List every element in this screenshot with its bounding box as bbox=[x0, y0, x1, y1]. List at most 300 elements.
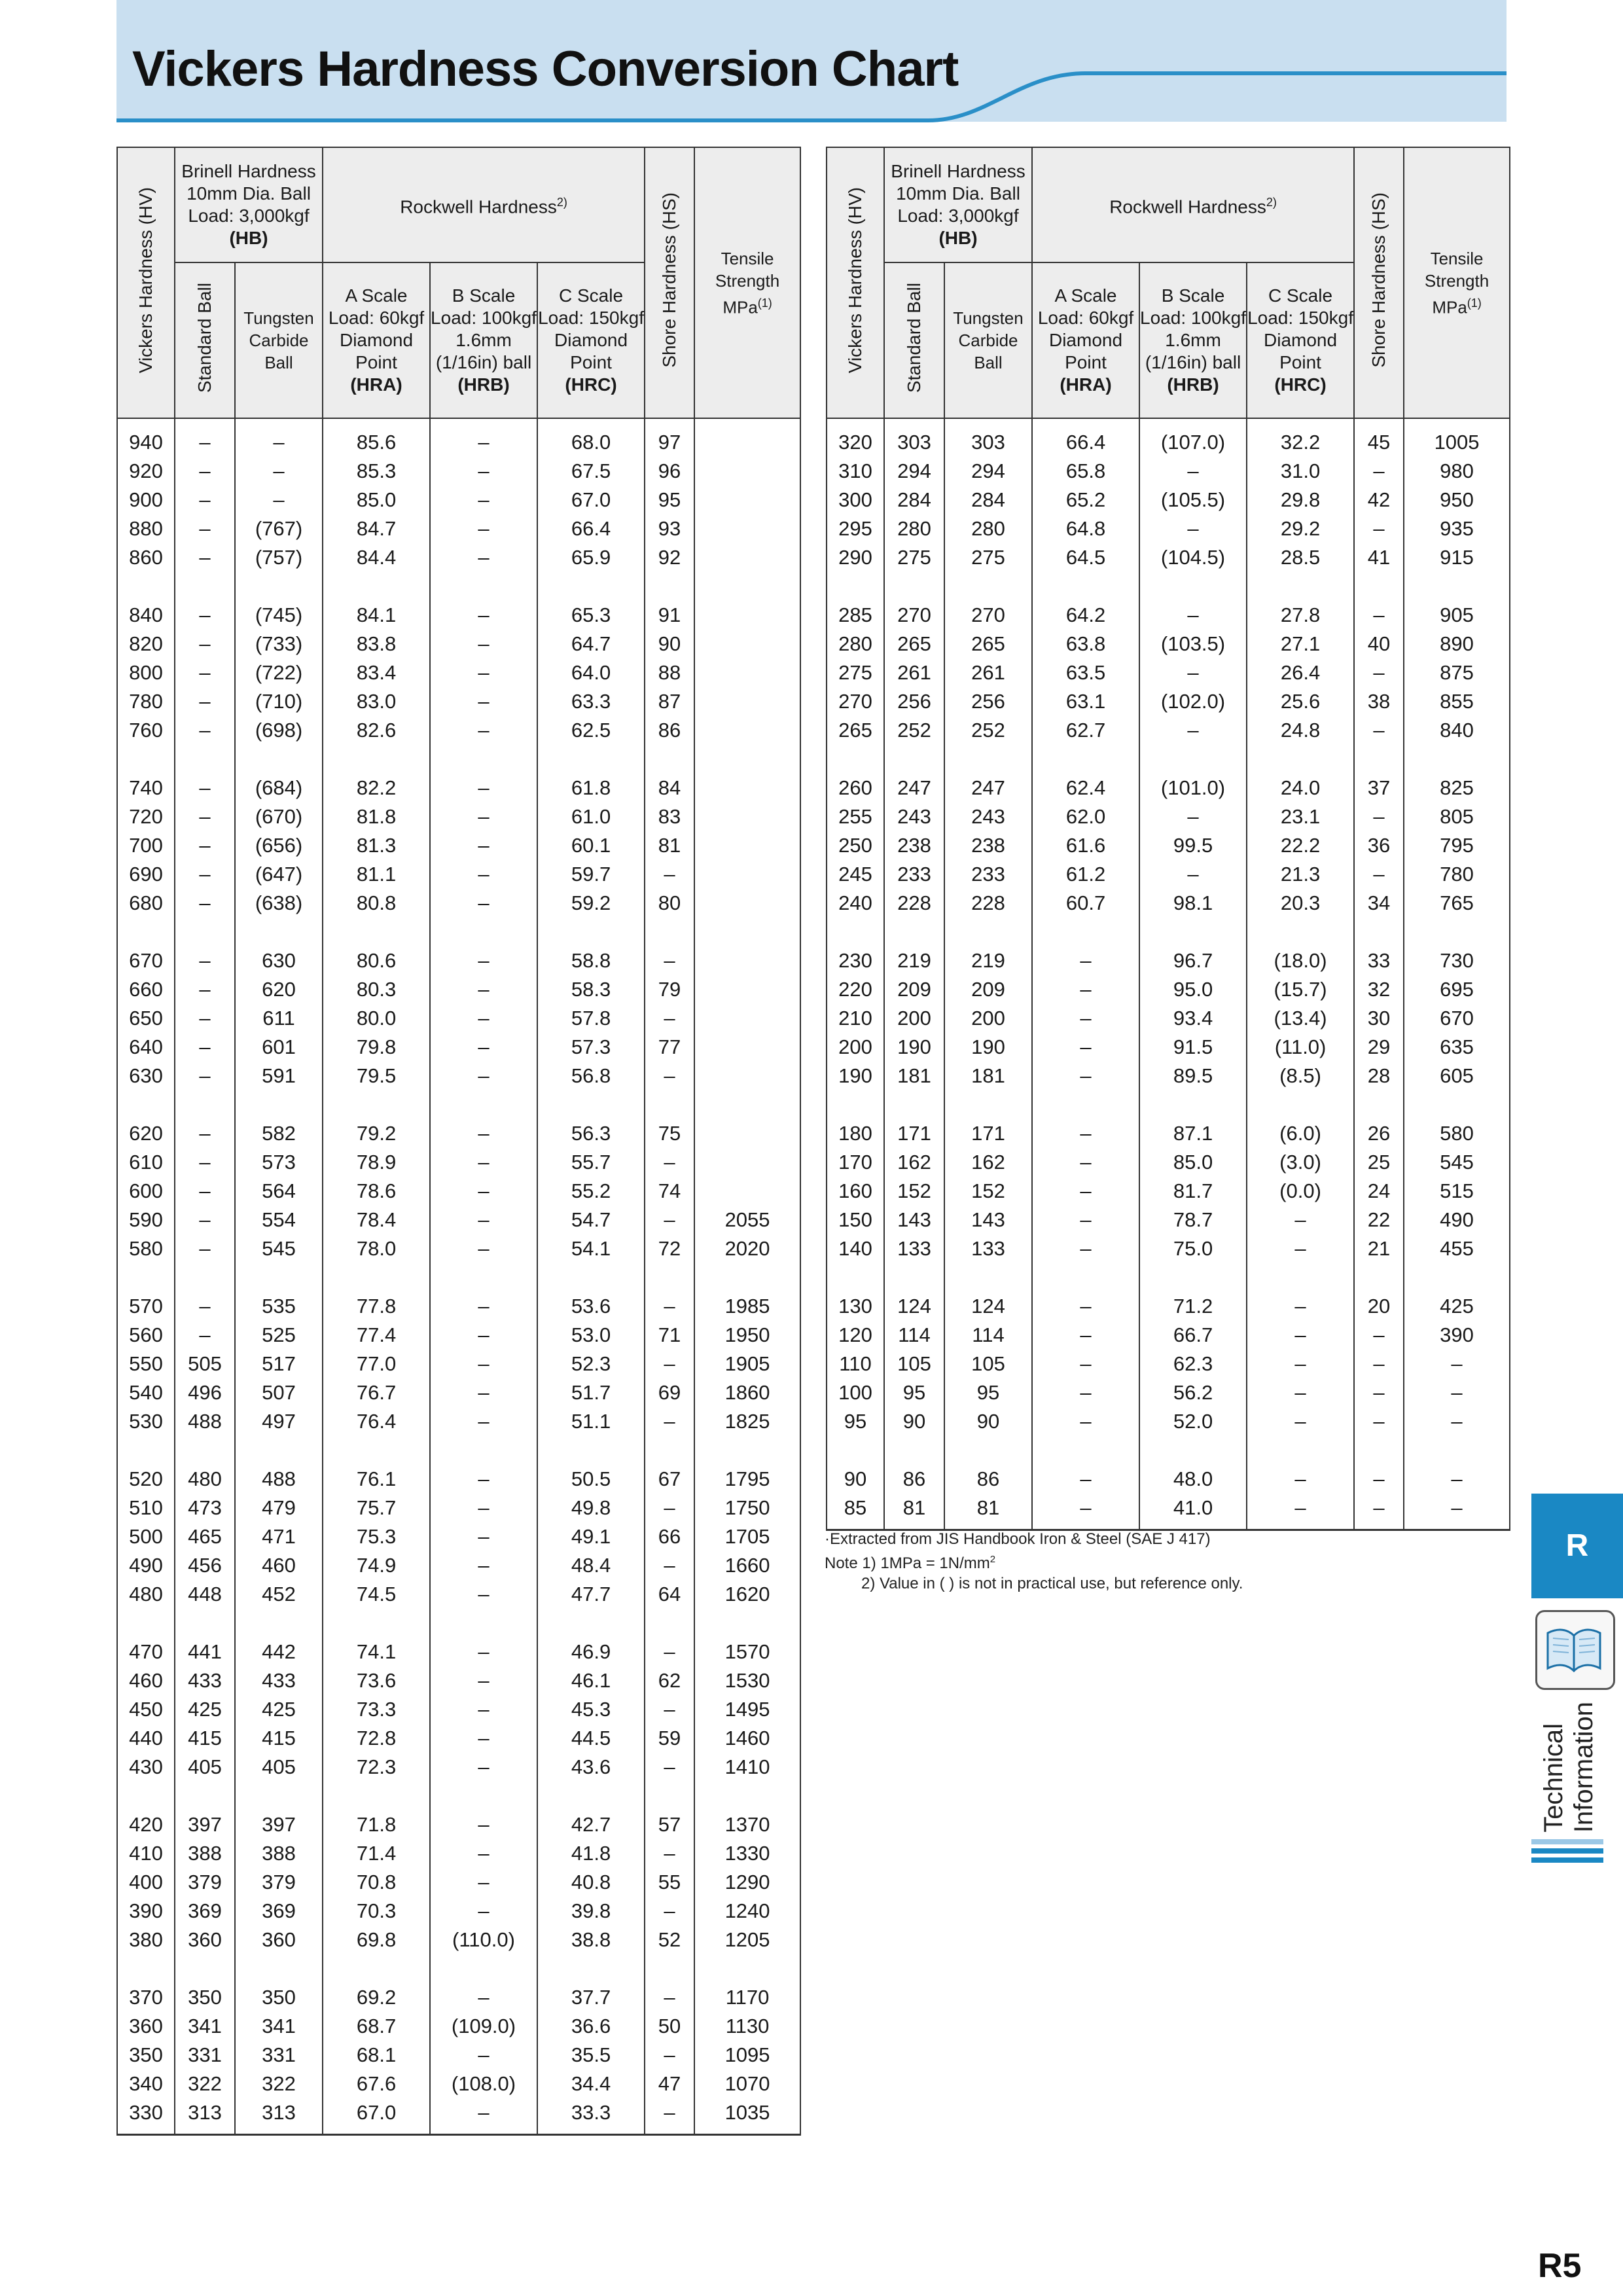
table-cell bbox=[694, 1090, 800, 1148]
section-stripes bbox=[1531, 1839, 1603, 1867]
table-cell: 61.8 bbox=[537, 745, 645, 802]
table-cell: – bbox=[1032, 1234, 1139, 1263]
table-cell: 480 bbox=[117, 1580, 175, 1609]
table-cell: 21.3 bbox=[1247, 860, 1354, 889]
table-cell: 890 bbox=[1404, 630, 1510, 658]
table-cell: 37 bbox=[1354, 745, 1404, 802]
table-cell: (698) bbox=[235, 716, 323, 745]
table-cell: 120 bbox=[827, 1321, 884, 1350]
table-cell: 21 bbox=[1354, 1234, 1404, 1263]
table-cell: – bbox=[1032, 1494, 1139, 1530]
table-cell: 1705 bbox=[694, 1522, 800, 1551]
table-cell: 1240 bbox=[694, 1897, 800, 1926]
table-cell: 280 bbox=[944, 514, 1032, 543]
table-cell: – bbox=[430, 1551, 537, 1580]
table-cell: 71 bbox=[645, 1321, 694, 1350]
table-cell: 303 bbox=[944, 418, 1032, 457]
table-cell: 133 bbox=[944, 1234, 1032, 1263]
table-cell: – bbox=[430, 918, 537, 975]
table-cell: 360 bbox=[117, 2012, 175, 2041]
table-row bbox=[117, 1839, 800, 1868]
table-cell: 77.8 bbox=[323, 1263, 430, 1321]
table-cell bbox=[694, 1004, 800, 1033]
table-cell: 825 bbox=[1404, 745, 1510, 802]
table-cell: 105 bbox=[944, 1350, 1032, 1378]
table-cell: 23.1 bbox=[1247, 802, 1354, 831]
table-cell: 490 bbox=[117, 1551, 175, 1580]
table-body-right bbox=[827, 418, 1510, 1530]
table-cell: 83.4 bbox=[323, 658, 430, 687]
table-cell: – bbox=[175, 1033, 235, 1062]
table-cell: 77.0 bbox=[323, 1350, 430, 1378]
table-cell: 88 bbox=[645, 658, 694, 687]
table-cell: (103.5) bbox=[1139, 630, 1247, 658]
table-row bbox=[827, 918, 1510, 975]
table-cell: 265 bbox=[827, 716, 884, 745]
table-cell: – bbox=[430, 1868, 537, 1897]
table-cell: – bbox=[430, 1695, 537, 1724]
table-row bbox=[827, 802, 1510, 831]
table-cell: 25.6 bbox=[1247, 687, 1354, 716]
table-cell: – bbox=[1354, 1321, 1404, 1350]
table-cell: (15.7) bbox=[1247, 975, 1354, 1004]
table-cell: – bbox=[430, 1580, 537, 1609]
table-cell: 390 bbox=[117, 1897, 175, 1926]
table-cell: 62.0 bbox=[1032, 802, 1139, 831]
table-row bbox=[827, 1148, 1510, 1177]
table-cell: – bbox=[430, 1321, 537, 1350]
table-cell: – bbox=[430, 1062, 537, 1090]
table-cell: 238 bbox=[944, 831, 1032, 860]
table-cell: (745) bbox=[235, 572, 323, 630]
table-cell: 720 bbox=[117, 802, 175, 831]
table-cell: 497 bbox=[235, 1407, 323, 1436]
table-cell: 233 bbox=[944, 860, 1032, 889]
header-brinell: Brinell Hardness 10mm Dia. Ball Load: 3,000kgf (HB) bbox=[175, 147, 323, 262]
table-row bbox=[117, 1234, 800, 1263]
table-cell: – bbox=[1247, 1321, 1354, 1350]
table-cell: 69 bbox=[645, 1378, 694, 1407]
table-cell bbox=[694, 1177, 800, 1206]
table-cell: 1070 bbox=[694, 2070, 800, 2098]
table-cell: 490 bbox=[1404, 1206, 1510, 1234]
table-cell: 29.2 bbox=[1247, 514, 1354, 543]
table-cell: 243 bbox=[884, 802, 944, 831]
table-cell: 49.8 bbox=[537, 1494, 645, 1522]
book-icon bbox=[1535, 1610, 1615, 1690]
table-cell: 79 bbox=[645, 975, 694, 1004]
table-row bbox=[117, 1350, 800, 1378]
header-shore: Shore Hardness (HS) bbox=[1354, 147, 1404, 418]
table-row bbox=[827, 1350, 1510, 1378]
table-cell: 405 bbox=[235, 1753, 323, 1782]
table-cell bbox=[694, 860, 800, 889]
table-cell: 64.0 bbox=[537, 658, 645, 687]
table-cell: – bbox=[430, 745, 537, 802]
table-cell: – bbox=[645, 1148, 694, 1177]
header-b-scale: B Scale Load: 100kgf 1.6mm (1/16in) ball (HRB) bbox=[430, 262, 537, 418]
table-cell: 54.1 bbox=[537, 1234, 645, 1263]
table-cell: 200 bbox=[944, 1004, 1032, 1033]
table-cell: – bbox=[1032, 1177, 1139, 1206]
table-cell: 124 bbox=[884, 1263, 944, 1321]
table-cell: 68.7 bbox=[323, 2012, 430, 2041]
table-cell: 350 bbox=[117, 2041, 175, 2070]
table-cell: 77 bbox=[645, 1033, 694, 1062]
table-cell: 68.0 bbox=[537, 418, 645, 457]
table-cell: – bbox=[1404, 1407, 1510, 1436]
table-cell: – bbox=[1139, 860, 1247, 889]
table-cell: 220 bbox=[827, 975, 884, 1004]
table-cell: 37.7 bbox=[537, 1954, 645, 2012]
table-cell: – bbox=[175, 918, 235, 975]
table-row bbox=[827, 658, 1510, 687]
table-cell: 85.6 bbox=[323, 418, 430, 457]
table-cell: – bbox=[1139, 716, 1247, 745]
table-cell: 105 bbox=[884, 1350, 944, 1378]
table-cell: 93 bbox=[645, 514, 694, 543]
table-cell bbox=[694, 831, 800, 860]
table-cell: 545 bbox=[1404, 1148, 1510, 1177]
table-cell: 32 bbox=[1354, 975, 1404, 1004]
table-cell: 238 bbox=[884, 831, 944, 860]
table-cell: 400 bbox=[117, 1868, 175, 1897]
table-cell: – bbox=[175, 831, 235, 860]
table-cell: 610 bbox=[117, 1148, 175, 1177]
table-cell: – bbox=[430, 1033, 537, 1062]
table-cell: 96 bbox=[645, 457, 694, 486]
table-cell: 150 bbox=[827, 1206, 884, 1234]
table-cell: 630 bbox=[235, 918, 323, 975]
table-cell: 33.3 bbox=[537, 2098, 645, 2135]
table-row bbox=[827, 457, 1510, 486]
table-cell: (767) bbox=[235, 514, 323, 543]
table-cell: 341 bbox=[235, 2012, 323, 2041]
section-tab-r[interactable]: R bbox=[1531, 1494, 1623, 1598]
table-cell: 284 bbox=[944, 486, 1032, 514]
table-cell: 450 bbox=[117, 1695, 175, 1724]
table-cell: – bbox=[1404, 1378, 1510, 1407]
table-cell: 1290 bbox=[694, 1868, 800, 1897]
table-cell: 80.3 bbox=[323, 975, 430, 1004]
table-cell: 980 bbox=[1404, 457, 1510, 486]
table-cell: 690 bbox=[117, 860, 175, 889]
table-cell: – bbox=[645, 1004, 694, 1033]
table-cell: – bbox=[645, 860, 694, 889]
table-cell: 369 bbox=[235, 1897, 323, 1926]
table-cell: 620 bbox=[235, 975, 323, 1004]
table-cell: 66.7 bbox=[1139, 1321, 1247, 1350]
table-cell: 78.7 bbox=[1139, 1206, 1247, 1234]
table-cell: 67.0 bbox=[323, 2098, 430, 2135]
table-cell: – bbox=[645, 1206, 694, 1234]
table-cell: 55.7 bbox=[537, 1148, 645, 1177]
table-cell: 369 bbox=[175, 1897, 235, 1926]
table-cell: 2020 bbox=[694, 1234, 800, 1263]
table-row bbox=[117, 1897, 800, 1926]
table-cell: 61.6 bbox=[1032, 831, 1139, 860]
table-cell: – bbox=[430, 1004, 537, 1033]
table-cell: 256 bbox=[884, 687, 944, 716]
table-row bbox=[117, 572, 800, 630]
table-cell: 63.5 bbox=[1032, 658, 1139, 687]
table-cell: 496 bbox=[175, 1378, 235, 1407]
table-cell: 87.1 bbox=[1139, 1090, 1247, 1148]
table-cell: 75.3 bbox=[323, 1522, 430, 1551]
table-cell: (6.0) bbox=[1247, 1090, 1354, 1148]
table-cell: 209 bbox=[944, 975, 1032, 1004]
table-cell: 795 bbox=[1404, 831, 1510, 860]
footnote-2: 2) Value in ( ) is not in practical use, but reference only. bbox=[861, 1575, 1243, 1592]
table-cell: 67.0 bbox=[537, 486, 645, 514]
table-cell: (109.0) bbox=[430, 2012, 537, 2041]
table-cell: 800 bbox=[117, 658, 175, 687]
table-cell: 98.1 bbox=[1139, 889, 1247, 918]
table-cell: 50.5 bbox=[537, 1436, 645, 1494]
table-cell: 479 bbox=[235, 1494, 323, 1522]
table-cell: 41 bbox=[1354, 543, 1404, 572]
table-cell: 76.4 bbox=[323, 1407, 430, 1436]
table-cell: 67 bbox=[645, 1436, 694, 1494]
table-cell: – bbox=[430, 1148, 537, 1177]
table-cell: 840 bbox=[1404, 716, 1510, 745]
table-cell: 56.8 bbox=[537, 1062, 645, 1090]
table-cell: (722) bbox=[235, 658, 323, 687]
table-cell: 1410 bbox=[694, 1753, 800, 1782]
table-cell: – bbox=[1354, 514, 1404, 543]
table-cell: – bbox=[430, 975, 537, 1004]
table-cell: – bbox=[430, 514, 537, 543]
table-cell: – bbox=[1247, 1206, 1354, 1234]
table-cell: 210 bbox=[827, 1004, 884, 1033]
table-cell: – bbox=[1032, 1378, 1139, 1407]
table-cell: 780 bbox=[1404, 860, 1510, 889]
table-cell: – bbox=[430, 802, 537, 831]
table-cell: (104.5) bbox=[1139, 543, 1247, 572]
table-row bbox=[117, 543, 800, 572]
table-cell: 55 bbox=[645, 1868, 694, 1897]
table-cell: – bbox=[430, 1350, 537, 1378]
table-cell: 200 bbox=[827, 1033, 884, 1062]
table-cell: 74 bbox=[645, 1177, 694, 1206]
table-cell: 507 bbox=[235, 1378, 323, 1407]
table-cell: 58.8 bbox=[537, 918, 645, 975]
table-cell: 133 bbox=[884, 1234, 944, 1263]
table-cell: 82.2 bbox=[323, 745, 430, 802]
table-cell: 875 bbox=[1404, 658, 1510, 687]
table-cell: – bbox=[175, 486, 235, 514]
header-vickers: Vickers Hardness (HV) bbox=[117, 147, 175, 418]
table-cell: 256 bbox=[944, 687, 1032, 716]
table-cell: 1330 bbox=[694, 1839, 800, 1868]
table-cell: 228 bbox=[884, 889, 944, 918]
table-cell: 87 bbox=[645, 687, 694, 716]
table-row bbox=[117, 918, 800, 975]
table-cell: – bbox=[645, 918, 694, 975]
table-cell: 84.4 bbox=[323, 543, 430, 572]
table-cell: 252 bbox=[944, 716, 1032, 745]
table-cell: – bbox=[175, 1148, 235, 1177]
table-cell: 38 bbox=[1354, 687, 1404, 716]
table-cell bbox=[694, 889, 800, 918]
table-cell: 162 bbox=[944, 1148, 1032, 1177]
table-cell: – bbox=[430, 1206, 537, 1234]
table-row bbox=[117, 2041, 800, 2070]
table-cell bbox=[694, 457, 800, 486]
table-cell: 78.0 bbox=[323, 1234, 430, 1263]
table-cell: 331 bbox=[235, 2041, 323, 2070]
table-cell: – bbox=[430, 1090, 537, 1148]
table-cell: – bbox=[175, 1090, 235, 1148]
table-cell: 425 bbox=[235, 1695, 323, 1724]
header-standard-ball: Standard Ball bbox=[884, 262, 944, 418]
table-cell: (107.0) bbox=[1139, 418, 1247, 457]
table-cell: – bbox=[430, 1234, 537, 1263]
table-cell: – bbox=[175, 1263, 235, 1321]
table-cell: 90 bbox=[827, 1436, 884, 1494]
table-cell: 219 bbox=[944, 918, 1032, 975]
table-cell: (110.0) bbox=[430, 1926, 537, 1954]
table-cell: 130 bbox=[827, 1263, 884, 1321]
table-cell: (11.0) bbox=[1247, 1033, 1354, 1062]
table-cell bbox=[694, 687, 800, 716]
table-cell: – bbox=[235, 486, 323, 514]
table-cell: 91.5 bbox=[1139, 1033, 1247, 1062]
table-cell: 448 bbox=[175, 1580, 235, 1609]
table-cell: 630 bbox=[117, 1062, 175, 1090]
table-cell: 68.1 bbox=[323, 2041, 430, 2070]
table-cell: – bbox=[645, 2041, 694, 2070]
table-cell: 290 bbox=[827, 543, 884, 572]
table-cell: 55.2 bbox=[537, 1177, 645, 1206]
header-brinell: Brinell Hardness 10mm Dia. Ball Load: 3,000kgf (HB) bbox=[884, 147, 1032, 262]
table-cell: – bbox=[1354, 1407, 1404, 1436]
table-row bbox=[117, 2098, 800, 2135]
table-cell: – bbox=[430, 1954, 537, 2012]
table-cell: 1795 bbox=[694, 1436, 800, 1494]
table-cell: 34.4 bbox=[537, 2070, 645, 2098]
table-cell bbox=[694, 630, 800, 658]
table-cell: 350 bbox=[175, 1954, 235, 2012]
table-cell: – bbox=[430, 1753, 537, 1782]
table-cell: – bbox=[175, 1062, 235, 1090]
table-cell: 415 bbox=[235, 1724, 323, 1753]
table-cell: – bbox=[1032, 1321, 1139, 1350]
table-cell: – bbox=[175, 1234, 235, 1263]
table-cell: 43.6 bbox=[537, 1753, 645, 1782]
table-cell: 233 bbox=[884, 860, 944, 889]
table-cell: 397 bbox=[175, 1782, 235, 1839]
table-cell: – bbox=[175, 745, 235, 802]
table-cell: 52.0 bbox=[1139, 1407, 1247, 1436]
table-cell: 81 bbox=[944, 1494, 1032, 1530]
table-cell: 85 bbox=[827, 1494, 884, 1530]
table-cell: 152 bbox=[884, 1177, 944, 1206]
table-cell: 430 bbox=[117, 1753, 175, 1782]
table-row bbox=[117, 975, 800, 1004]
table-cell: 805 bbox=[1404, 802, 1510, 831]
table-cell bbox=[694, 1062, 800, 1090]
table-row bbox=[117, 1407, 800, 1436]
table-cell: – bbox=[430, 1666, 537, 1695]
table-cell: 27.8 bbox=[1247, 572, 1354, 630]
table-cell: 59.2 bbox=[537, 889, 645, 918]
table-cell: – bbox=[1139, 514, 1247, 543]
table-cell: 650 bbox=[117, 1004, 175, 1033]
table-cell: 95 bbox=[645, 486, 694, 514]
table-cell: – bbox=[235, 418, 323, 457]
table-cell: 53.0 bbox=[537, 1321, 645, 1350]
table-cell: 270 bbox=[884, 572, 944, 630]
table-cell: 1130 bbox=[694, 2012, 800, 2041]
table-row bbox=[827, 860, 1510, 889]
table-cell: 285 bbox=[827, 572, 884, 630]
table-cell: 33 bbox=[1354, 918, 1404, 975]
table-cell: 1950 bbox=[694, 1321, 800, 1350]
table-cell: 80 bbox=[645, 889, 694, 918]
table-cell: – bbox=[645, 1494, 694, 1522]
table-cell: 57.3 bbox=[537, 1033, 645, 1062]
table-cell: (8.5) bbox=[1247, 1062, 1354, 1090]
table-body-left bbox=[117, 418, 800, 2135]
table-cell: 79.5 bbox=[323, 1062, 430, 1090]
table-row bbox=[117, 1378, 800, 1407]
table-cell: 452 bbox=[235, 1580, 323, 1609]
table-cell: 935 bbox=[1404, 514, 1510, 543]
header-a-scale: A Scale Load: 60kgf Diamond Point (HRA) bbox=[323, 262, 430, 418]
table-cell: 78.9 bbox=[323, 1148, 430, 1177]
header-tungsten: Tungsten Carbide Ball bbox=[944, 262, 1032, 418]
table-cell: – bbox=[430, 1378, 537, 1407]
table-cell: 530 bbox=[117, 1407, 175, 1436]
table-cell: – bbox=[1032, 1062, 1139, 1090]
table-cell: – bbox=[645, 1551, 694, 1580]
table-cell: 295 bbox=[827, 514, 884, 543]
table-cell: – bbox=[645, 1897, 694, 1926]
table-cell: 456 bbox=[175, 1551, 235, 1580]
table-cell: 41.8 bbox=[537, 1839, 645, 1868]
table-row bbox=[827, 889, 1510, 918]
table-cell: 294 bbox=[944, 457, 1032, 486]
table-row bbox=[827, 514, 1510, 543]
table-cell: – bbox=[175, 457, 235, 486]
table-row bbox=[117, 1666, 800, 1695]
table-cell: 97 bbox=[645, 418, 694, 457]
table-cell: – bbox=[1247, 1494, 1354, 1530]
table-row bbox=[827, 543, 1510, 572]
table-cell: 243 bbox=[944, 802, 1032, 831]
table-cell: 388 bbox=[235, 1839, 323, 1868]
table-row bbox=[117, 687, 800, 716]
table-row bbox=[117, 1206, 800, 1234]
table-cell: 313 bbox=[175, 2098, 235, 2135]
table-cell: 63.1 bbox=[1032, 687, 1139, 716]
table-cell: 86 bbox=[645, 716, 694, 745]
table-cell: 700 bbox=[117, 831, 175, 860]
table-cell: 76.1 bbox=[323, 1436, 430, 1494]
table-cell: 570 bbox=[117, 1263, 175, 1321]
table-cell: 590 bbox=[117, 1206, 175, 1234]
table-cell: 582 bbox=[235, 1090, 323, 1148]
table-cell: 550 bbox=[117, 1350, 175, 1378]
table-row bbox=[117, 1436, 800, 1494]
table-row bbox=[117, 716, 800, 745]
table-cell: 59 bbox=[645, 1724, 694, 1753]
table-cell: 473 bbox=[175, 1494, 235, 1522]
table-cell: 940 bbox=[117, 418, 175, 457]
table-cell: – bbox=[430, 457, 537, 486]
table-cell: 341 bbox=[175, 2012, 235, 2041]
